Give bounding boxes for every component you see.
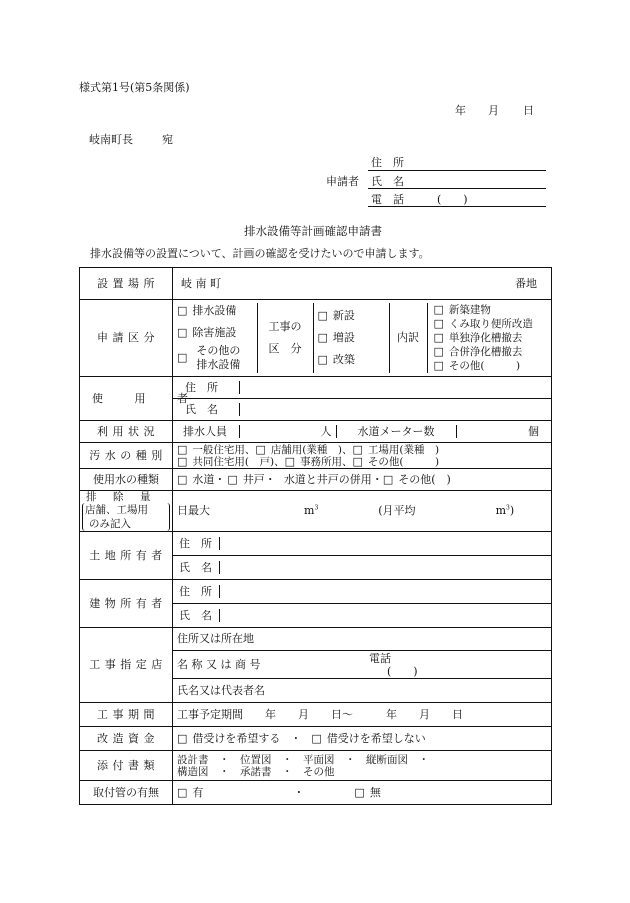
location-town: 岐 南 町 [181,276,221,290]
drain-people-label: 排水人員 [173,425,239,438]
discharge-label-1: 排 除 量 [86,491,154,503]
row-sewage [80,443,552,469]
checkbox-new[interactable]: □ [317,309,328,322]
applicant-phone-label: 電 話 [371,193,404,206]
sewage-other: その他( ) [367,455,440,468]
water-both: 水道と井戸の併用・ [283,472,383,486]
usage-label: 利 用 状 況 [97,424,155,438]
building-owner-name-label: 氏 名 [173,609,219,622]
category-option-abatement: 除害施設 [192,326,237,339]
work-type-label-1: 工事の [268,320,302,333]
land-owner-address-field[interactable] [219,537,551,550]
monthly-avg-label: (月平均 [378,504,416,518]
checkbox-pipe-yes[interactable]: □ [177,785,188,799]
checkbox-drainage[interactable]: □ [177,304,188,317]
applicant-name-line [368,188,546,189]
location-suffix: 番地 [515,276,537,290]
category-label: 申 請 区 分 [97,331,155,345]
funding-separator: ・ [290,731,302,745]
period-text: 工事予定期間 年 月 日〜 年 月 日 [177,707,463,721]
attachments-line-2: 構造図 ・ 承諾書 ・ その他 [177,765,335,778]
land-owner-name-field[interactable] [219,561,551,574]
discharge-label-3: のみ記入 [89,518,131,530]
work-option-extension: 増設 [332,331,355,344]
checkbox-loan-yes[interactable]: □ [177,731,188,745]
sewage-label: 汚 水 の 種 別 [89,448,163,462]
checkbox-other-drainage[interactable]: □ [177,351,188,364]
detail-other: その他( ) [448,360,521,372]
row-land-owner-address [80,532,552,556]
unit-m3: $m^3$ [304,504,319,518]
row-category [80,300,552,377]
funding-label: 改 造 資 金 [97,731,155,745]
addressee-suffix: 宛 [162,133,173,146]
contractor-address-label: 住所又は所在地 [177,632,254,646]
form-title: 排水設備等計画確認申請書 [244,224,382,238]
row-location [80,268,552,300]
work-option-rebuild: 改築 [332,353,355,366]
contractor-phone-paren: ( ) [387,664,418,678]
category-option-other-2: 排水設備 [196,358,241,371]
detail-combined-tank-removal: 合併浄化槽撤去 [448,346,523,358]
row-discharge [80,491,552,532]
sewage-apartment: 共同住宅用( 戸)、 [192,455,285,468]
applicant-address-label: 住 所 [371,156,404,169]
checkbox-loan-no[interactable]: □ [311,731,322,745]
contractor-rep-label: 氏名又は代表者名 [177,683,265,697]
checkbox-well[interactable]: □ [227,472,238,486]
detail-single-tank-removal: 単独浄化槽撤去 [448,332,523,344]
row-pipe [80,781,552,805]
pipe-option-no: 無 [369,785,381,799]
user-address-label: 住 所 [173,381,239,394]
land-owner-name-label: 氏 名 [173,561,219,574]
funding-option-no: 借受けを希望しない [326,731,426,745]
applicant-phone-line [368,206,546,207]
detail-label: 内訳 [397,331,419,345]
funding-option-yes: 借受けを希望する [192,731,281,745]
form-number: 様式第1号(第5条関係) [79,81,190,94]
discharge-label-2: 店舗、工場用 [85,504,148,516]
checkbox-new-building[interactable]: □ [433,303,444,316]
contractor-company-field[interactable] [173,651,552,679]
row-contractor-address [80,628,552,651]
sewage-factory: 工場用(業種 ) [367,443,440,456]
applicant-label: 申請者 [326,175,359,188]
user-name-field[interactable] [239,403,551,416]
checkbox-pipe-no[interactable]: □ [354,785,365,799]
applicant-address-line [368,170,546,171]
unit-m3-2: $m^3$) [495,504,515,518]
meter-label: 水道メーター数 [336,425,456,438]
checkbox-house[interactable]: □ [177,442,188,456]
land-owner-label: 土 地 所 有 者 [89,548,163,562]
location-field[interactable] [173,268,552,300]
sewage-shop: 店舗用(業種 )、 [270,443,353,456]
land-owner-address-label: 住 所 [173,537,219,550]
checkbox-factory[interactable]: □ [352,442,363,456]
drain-people-field[interactable] [239,425,336,438]
category-option-other-1: その他の [196,344,241,357]
checkbox-sewage-other[interactable]: □ [352,454,363,468]
contractor-phone-label: 電話 [369,651,391,665]
meter-unit: 個 [528,424,539,438]
discharge-field[interactable] [173,491,552,532]
checkbox-rebuild[interactable]: □ [317,353,328,366]
row-water [80,469,552,491]
user-address-field[interactable] [239,381,551,394]
checkbox-single-tank-removal[interactable]: □ [433,331,444,344]
applicant-phone-paren: ( ) [437,193,468,206]
checkbox-apartment[interactable]: □ [177,454,188,468]
pipe-label: 取付管の有無 [93,785,159,799]
intro-text: 排水設備等の設置について、計画の確認を受けたいので申請します。 [90,247,430,260]
date-month: 月 [488,104,499,117]
row-attachments [80,751,552,781]
date-year: 年 [455,104,466,117]
period-label: 工 事 期 間 [97,707,155,721]
attachments-line-1: 設計書 ・ 位置図 ・ 平面図 ・ 縦断面図 ・ [177,753,429,766]
row-building-owner-address [80,580,552,604]
period-field[interactable] [173,703,552,727]
addressee: 岐南町長 [89,133,133,146]
sewage-office: 事務所用、 [300,455,353,468]
checkbox-office[interactable]: □ [284,454,296,468]
daily-max-label: 日最大 [177,504,210,518]
location-label: 設 置 場 所 [97,276,155,290]
water-tap: 水道・ [192,472,226,486]
row-user-address [80,377,552,399]
row-funding [80,727,552,751]
building-owner-label: 建 物 所 有 者 [89,596,163,610]
water-label: 使用水の種類 [93,472,159,486]
checkbox-shop[interactable]: □ [255,442,266,456]
checkbox-water-other[interactable]: □ [382,472,394,486]
contractor-company-label: 名 称 又 は 商 号 [177,657,261,671]
checkbox-tap[interactable]: □ [177,472,188,486]
building-owner-address-field[interactable] [219,585,551,598]
water-other: その他( ) [398,472,451,486]
checkbox-detail-other[interactable]: □ [433,359,444,372]
applicant-name-label: 氏 名 [371,175,404,188]
people-unit: 人 [320,424,332,438]
pipe-separator: ・ [293,785,305,799]
work-option-new: 新設 [332,309,355,322]
checkbox-abatement[interactable]: □ [177,326,188,339]
building-owner-address-label: 住 所 [173,585,219,598]
contractor-address-field[interactable] [173,628,552,651]
user-label: 使 用 者 [92,391,202,405]
detail-toilet-conversion: くみ取り便所改造 [448,318,533,330]
checkbox-extension[interactable]: □ [317,331,328,344]
checkbox-toilet-conversion[interactable]: □ [433,317,444,330]
building-owner-name-field[interactable] [219,609,551,622]
detail-new-building: 新築建物 [448,304,491,316]
contractor-label: 工 事 指 定 店 [89,658,163,672]
checkbox-combined-tank-removal[interactable]: □ [433,345,444,358]
water-well: 井戸・ [242,472,276,486]
meter-field[interactable] [456,425,551,438]
sewage-house: 一般住宅用、 [192,443,256,456]
work-type-label-2: 区 分 [268,342,302,355]
pipe-option-yes: 有 [192,785,204,799]
application-table [79,267,552,805]
user-name-label: 氏 名 [173,403,239,416]
row-period [80,703,552,727]
date-day: 日 [523,104,534,117]
row-usage [80,421,552,443]
attachments-label: 添 付 書 類 [97,758,155,772]
contractor-rep-field[interactable] [173,679,552,703]
category-option-drainage: 排水設備 [192,304,237,317]
